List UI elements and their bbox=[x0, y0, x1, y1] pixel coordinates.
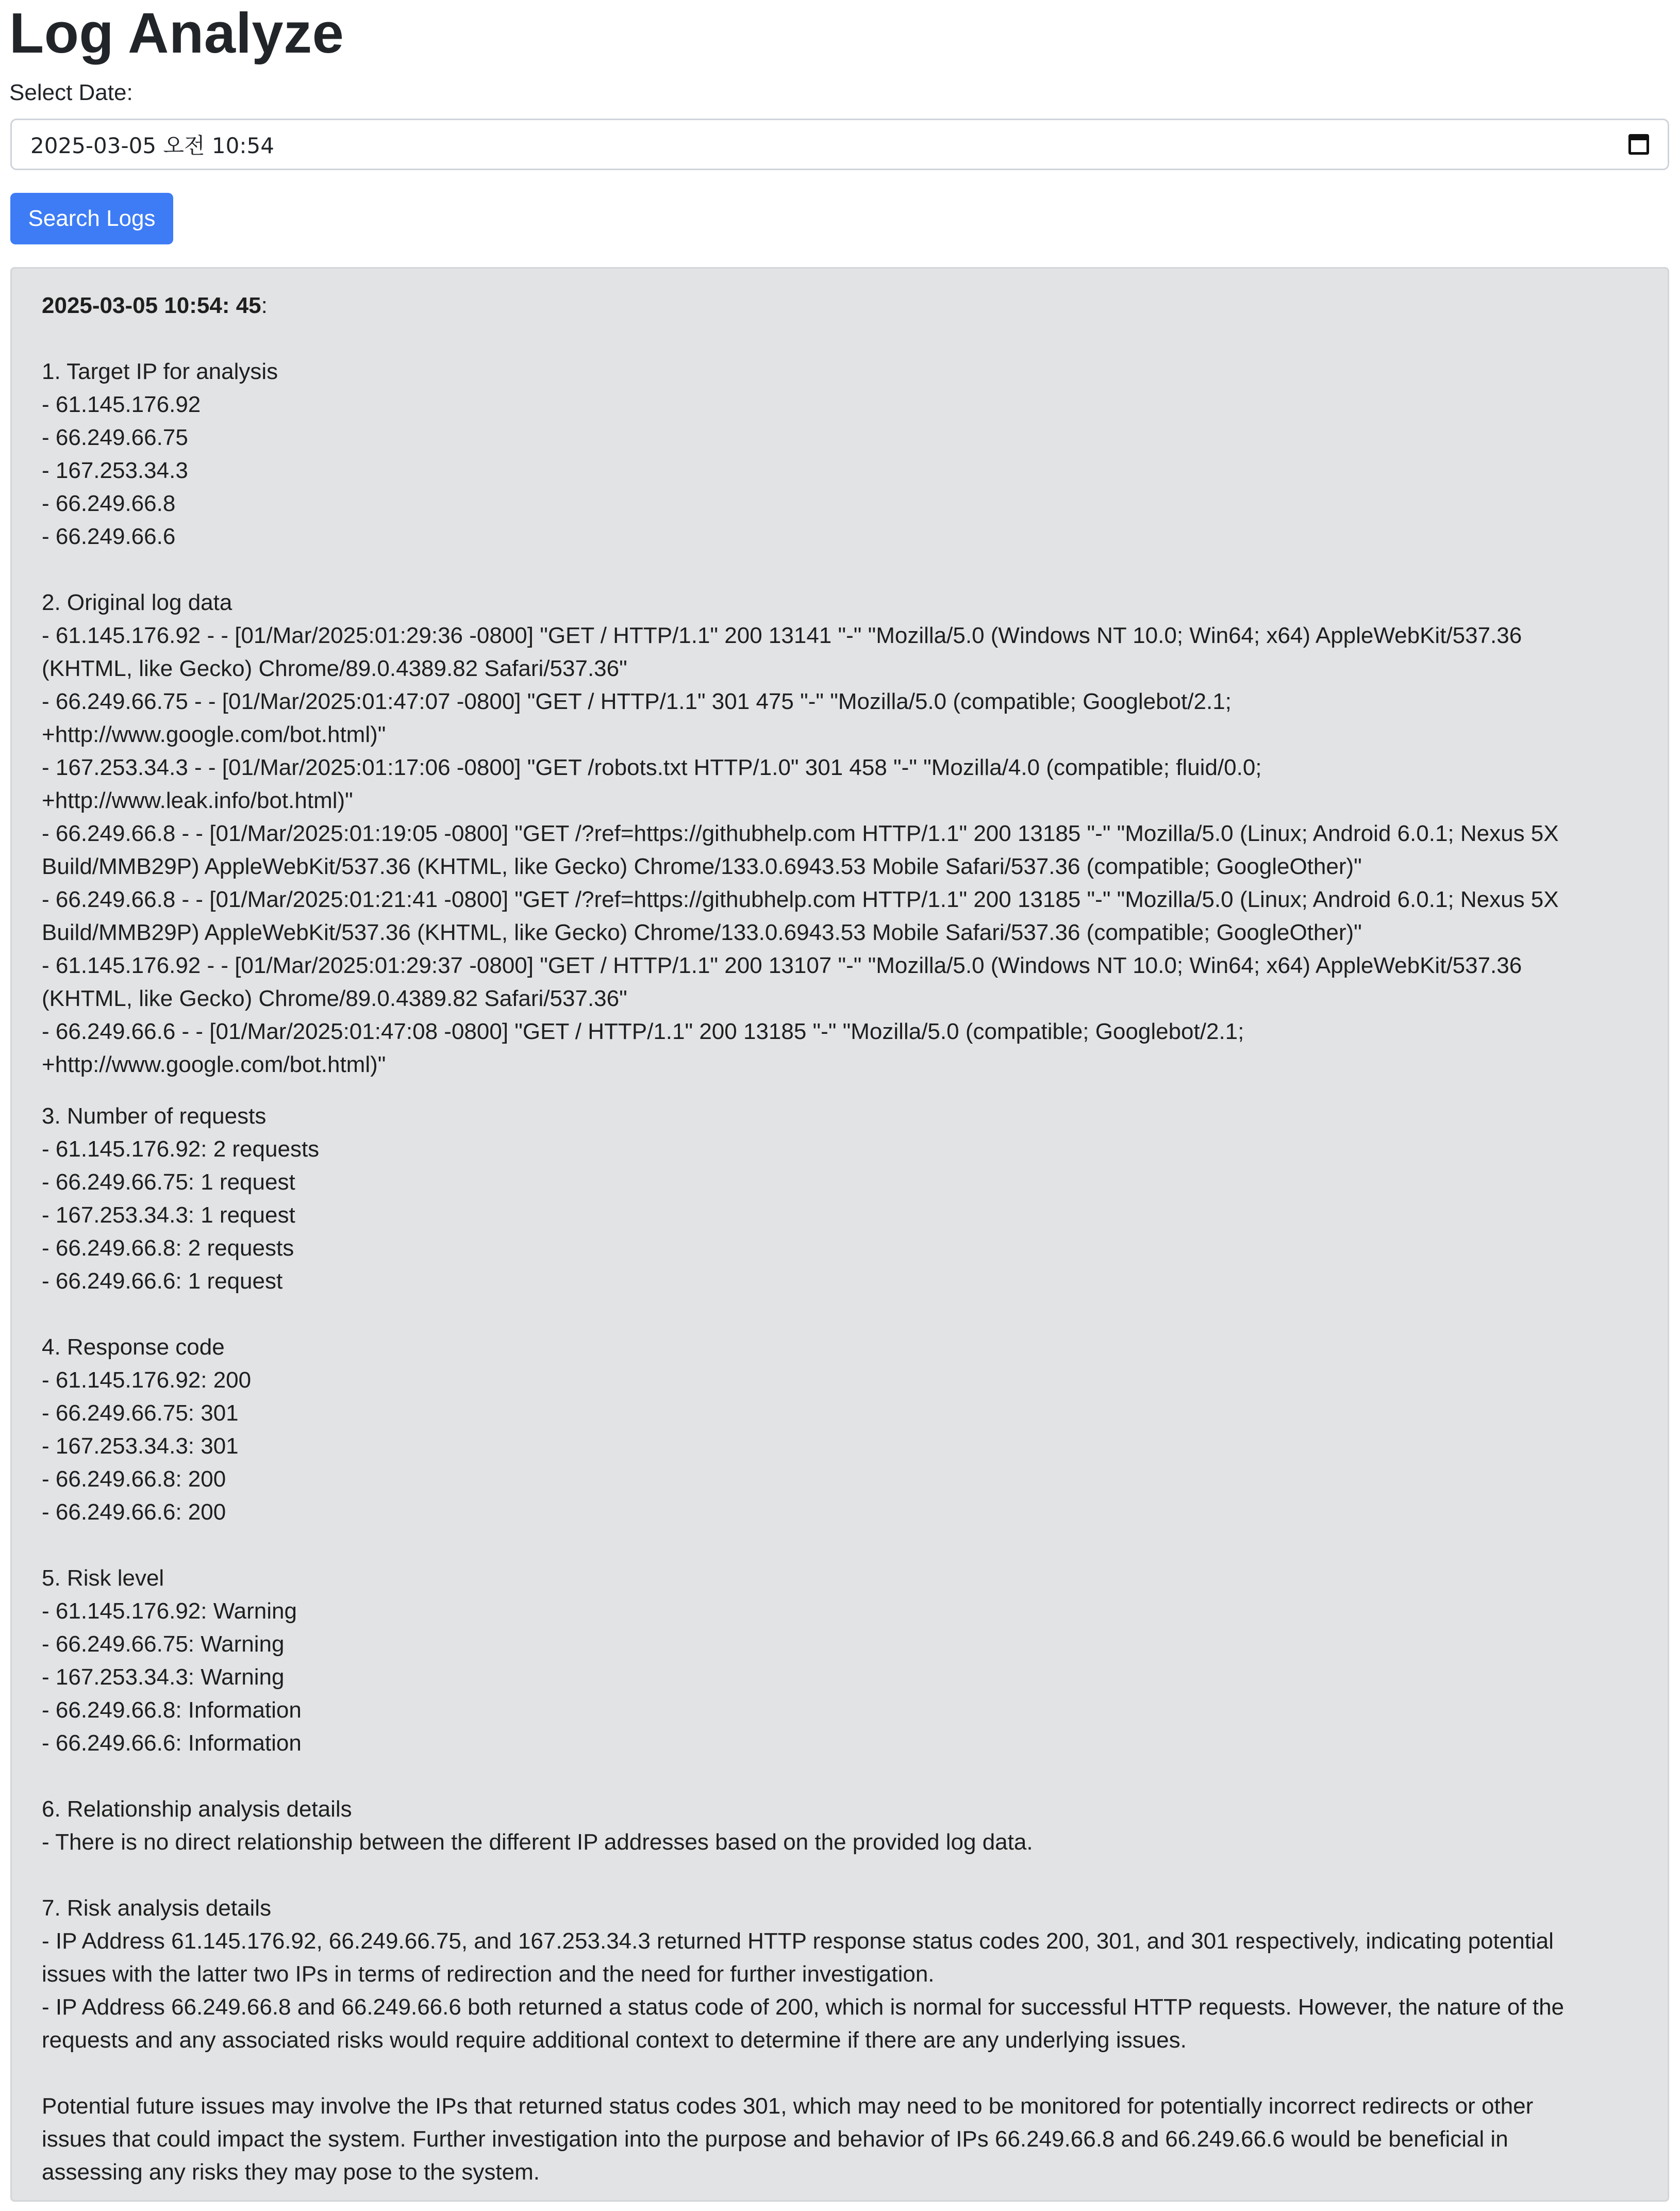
list-item: - 61.145.176.92: 200 bbox=[42, 1367, 252, 1393]
conclusion-line: issues that could impact the system. Further investigation into the purpose and behavior of IPs 66.249.66.8 and 66.249.66.6 would be beneficial in bbox=[42, 2126, 1508, 2152]
list-item: - 167.253.34.3 bbox=[42, 458, 188, 483]
log-line: Build/MMB29P) AppleWebKit/537.36 (KHTML, like Gecko) Chrome/133.0.6943.53 Mobile Safari/537.36 (compatible; GoogleOther)" bbox=[42, 854, 1362, 879]
conclusion-line: Potential future issues may involve the IPs that returned status codes 301, which may need to be monitored for potentially incorrect redirects or other bbox=[42, 2093, 1534, 2119]
section-heading-response-code: 4. Response code bbox=[42, 1334, 225, 1360]
list-item: - 61.145.176.92 bbox=[42, 392, 201, 417]
select-date-label: Select Date: bbox=[9, 80, 133, 105]
log-line: - 66.249.66.75 - - [01/Mar/2025:01:47:07 -0800] "GET / HTTP/1.1" 301 475 "-" "Mozilla/5.0 (compatible; Googlebot/2.1; bbox=[42, 689, 1232, 714]
section-heading-risk-analysis: 7. Risk analysis details bbox=[42, 1895, 272, 1921]
log-line: (KHTML, like Gecko) Chrome/89.0.4389.82 Safari/537.36" bbox=[42, 656, 627, 681]
list-item: - 66.249.66.6: Information bbox=[42, 1730, 302, 1756]
section-heading-risk-level: 5. Risk level bbox=[42, 1565, 164, 1591]
list-item: - 61.145.176.92: 2 requests bbox=[42, 1136, 320, 1162]
result-timestamp: 2025-03-05 10:54: 45 bbox=[42, 293, 261, 318]
log-line: +http://www.leak.info/bot.html)" bbox=[42, 788, 353, 813]
section-heading-requests: 3. Number of requests bbox=[42, 1103, 267, 1129]
log-line: - 66.249.66.8 - - [01/Mar/2025:01:21:41 -0800] "GET /?ref=https://githubhelp.com HTTP/1.1" 200 13185 "-" "Mozilla/5.0 (Linux; Android 6.0.1; Nexus 5X bbox=[42, 887, 1559, 912]
list-item: - 167.253.34.3: 1 request bbox=[42, 1202, 295, 1228]
list-item: requests and any associated risks would require additional context to determine if there are any underlying issues. bbox=[42, 2027, 1187, 2053]
list-item: - 66.249.66.8: Information bbox=[42, 1697, 302, 1723]
list-item: - 66.249.66.8 bbox=[42, 491, 176, 516]
list-item: issues with the latter two IPs in terms of redirection and the need for further investigation. bbox=[42, 1961, 935, 1987]
list-item: - There is no direct relationship between the different IP addresses based on the provided log data. bbox=[42, 1829, 1033, 1855]
date-input[interactable] bbox=[10, 119, 1669, 170]
log-line: - 66.249.66.8 - - [01/Mar/2025:01:19:05 -0800] "GET /?ref=https://githubhelp.com HTTP/1.1" 200 13185 "-" "Mozilla/5.0 (Linux; Android 6.0.1; Nexus 5X bbox=[42, 821, 1559, 846]
list-item: - 66.249.66.75: 1 request bbox=[42, 1169, 295, 1195]
log-line: +http://www.google.com/bot.html)" bbox=[42, 722, 386, 747]
log-line: - 61.145.176.92 - - [01/Mar/2025:01:29:37 -0800] "GET / HTTP/1.1" 200 13107 "-" "Mozilla/5.0 (Windows NT 10.0; Win64; x64) AppleWebKit/537.36 bbox=[42, 953, 1522, 978]
list-item: - 66.249.66.8: 200 bbox=[42, 1466, 226, 1492]
log-line: - 167.253.34.3 - - [01/Mar/2025:01:17:06 -0800] "GET /robots.txt HTTP/1.0" 301 458 "-" "Mozilla/4.0 (compatible; fluid/0.0; bbox=[42, 755, 1262, 780]
log-line: - 66.249.66.6 - - [01/Mar/2025:01:47:08 -0800] "GET / HTTP/1.1" 200 13185 "-" "Mozilla/5.0 (compatible; Googlebot/2.1; bbox=[42, 1019, 1244, 1044]
section-heading-relationship: 6. Relationship analysis details bbox=[42, 1796, 352, 1822]
date-value: 2025-03-05 오전 10:54 bbox=[30, 133, 274, 158]
result-timestamp-suffix: : bbox=[261, 293, 268, 318]
section-heading-original-log: 2. Original log data bbox=[42, 590, 232, 615]
list-item: - IP Address 61.145.176.92, 66.249.66.75, and 167.253.34.3 returned HTTP response status codes 200, 301, and 301 respectively, indicating potential bbox=[42, 1928, 1554, 1954]
list-item: - 66.249.66.75: 301 bbox=[42, 1400, 239, 1426]
result-timestamp-line bbox=[42, 289, 1638, 322]
list-item: - 66.249.66.6: 1 request bbox=[42, 1268, 283, 1294]
log-line: Build/MMB29P) AppleWebKit/537.36 (KHTML, like Gecko) Chrome/133.0.6943.53 Mobile Safari/537.36 (compatible; GoogleOther)" bbox=[42, 920, 1362, 945]
list-item: - 167.253.34.3: Warning bbox=[42, 1664, 285, 1690]
log-line: - 61.145.176.92 - - [01/Mar/2025:01:29:36 -0800] "GET / HTTP/1.1" 200 13141 "-" "Mozilla/5.0 (Windows NT 10.0; Win64; x64) AppleWebKit/537.36 bbox=[42, 623, 1522, 648]
page-title: Log Analyze bbox=[9, 2, 344, 65]
analysis-result-panel bbox=[10, 267, 1669, 2202]
section-heading-target-ip: 1. Target IP for analysis bbox=[42, 359, 278, 384]
list-item: - 61.145.176.92: Warning bbox=[42, 1598, 297, 1624]
conclusion-line: assessing any risks they may pose to the system. bbox=[42, 2159, 540, 2185]
list-item: - 167.253.34.3: 301 bbox=[42, 1433, 239, 1459]
list-item: - IP Address 66.249.66.8 and 66.249.66.6 both returned a status code of 200, which is normal for successful HTTP requests. However, the nature of the bbox=[42, 1994, 1565, 2020]
log-line: (KHTML, like Gecko) Chrome/89.0.4389.82 Safari/537.36" bbox=[42, 986, 627, 1011]
log-line: +http://www.google.com/bot.html)" bbox=[42, 1052, 386, 1077]
list-item: - 66.249.66.6: 200 bbox=[42, 1499, 226, 1525]
list-item: - 66.249.66.8: 2 requests bbox=[42, 1235, 294, 1261]
list-item: - 66.249.66.75: Warning bbox=[42, 1631, 285, 1657]
list-item: - 66.249.66.75 bbox=[42, 425, 188, 450]
calendar-icon[interactable] bbox=[1628, 134, 1649, 155]
search-logs-button[interactable]: Search Logs bbox=[10, 193, 173, 244]
list-item: - 66.249.66.6 bbox=[42, 524, 176, 549]
